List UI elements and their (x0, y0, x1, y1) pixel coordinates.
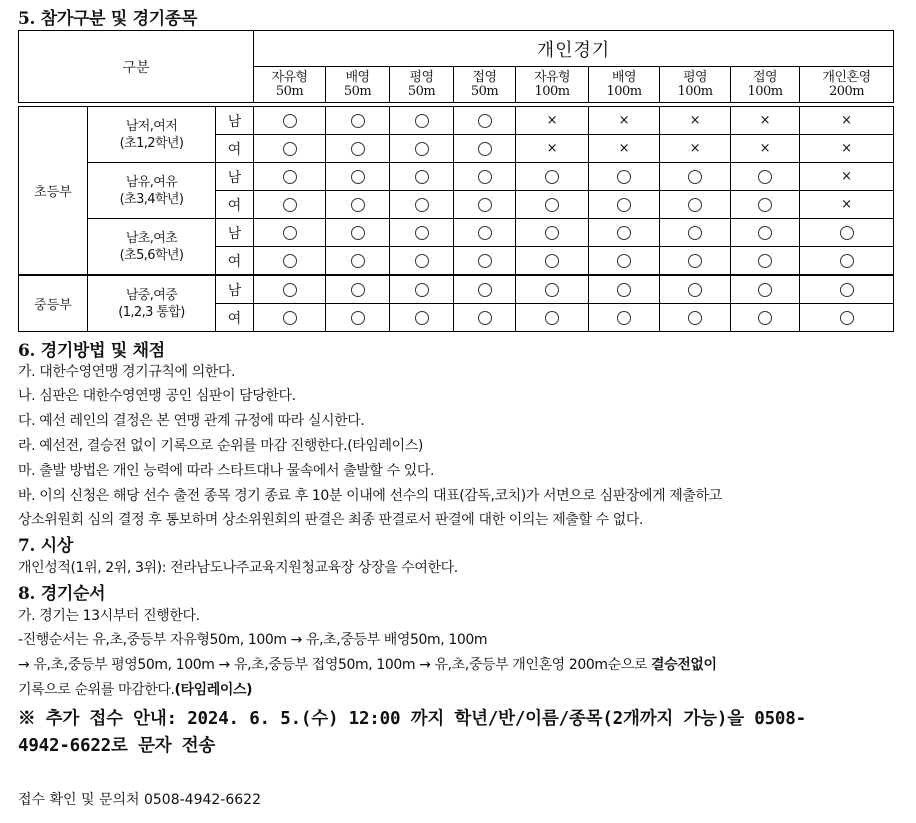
grade-label (88, 219, 216, 276)
circle-icon (688, 198, 702, 212)
event-name: 접영 (752, 69, 778, 85)
event-cell (731, 275, 800, 304)
event-cell (454, 304, 516, 332)
circle-icon (840, 311, 854, 325)
circle-icon (545, 254, 559, 268)
event-cell (254, 219, 326, 247)
event-cell (454, 247, 516, 276)
event-cell (731, 304, 800, 332)
event-cell (660, 304, 731, 332)
event-cell (390, 135, 454, 163)
event-distance: 100m (606, 83, 642, 99)
cross-icon: × (546, 113, 558, 128)
circle-icon (617, 311, 631, 325)
cross-icon: × (841, 141, 852, 156)
circle-icon (478, 254, 492, 268)
circle-icon (478, 283, 492, 297)
table-row (19, 107, 894, 135)
section8-heading: 8. 경기순서 (18, 584, 106, 604)
table-row (19, 275, 894, 304)
circle-icon (617, 254, 631, 268)
event-cell (731, 135, 800, 163)
grade-label-range: (초5,6학년) (119, 247, 184, 263)
circle-icon (840, 283, 854, 297)
cross-icon: × (689, 141, 701, 156)
grade-label-range: (초3,4학년) (119, 191, 184, 207)
circle-icon (758, 254, 772, 268)
section5-heading: 5. 참가구분 및 경기종목 (18, 9, 198, 29)
circle-icon (478, 142, 492, 156)
event-distance: 100m (747, 83, 783, 99)
circle-icon (478, 226, 492, 240)
circle-icon (351, 114, 365, 128)
circle-icon (283, 114, 297, 128)
event-cell (454, 191, 516, 219)
event-name: 평영 (409, 69, 434, 85)
event-cell (800, 247, 894, 276)
event-cell (589, 191, 660, 219)
event-name: 배영 (345, 69, 370, 85)
event-name: 개인혼영 (822, 69, 871, 85)
rule-item: 다. 예선 레인의 결정은 본 연맹 관계 규정에 따라 실시한다. (18, 413, 365, 429)
circle-icon (688, 170, 702, 184)
order-line-text: 기록으로 순위를 마감한다. (18, 682, 175, 698)
gender-cell: 남 (216, 107, 254, 135)
event-distance: 200m (828, 83, 865, 99)
event-cell (589, 275, 660, 304)
circle-icon (415, 311, 429, 325)
cross-icon: × (618, 113, 630, 128)
event-cell (326, 275, 390, 304)
grade-label-name: 남중,여중 (125, 287, 178, 303)
circle-icon (415, 114, 429, 128)
event-cell (454, 107, 516, 135)
event-cell (589, 247, 660, 276)
event-cell (516, 247, 589, 276)
event-cell (800, 135, 894, 163)
event-cell (390, 219, 454, 247)
circle-icon (545, 170, 559, 184)
circle-icon (688, 311, 702, 325)
gender-cell: 여 (216, 191, 254, 219)
event-cell (254, 275, 326, 304)
award-text: 개인성적(1위, 2위, 3위): 전라남도나주교육지원청교육장 상장을 수여한다. (18, 560, 458, 576)
circle-icon (758, 311, 772, 325)
individual-header: 개인경기 (254, 31, 894, 67)
circle-icon (351, 254, 365, 268)
circle-icon (478, 114, 492, 128)
circle-icon (351, 170, 365, 184)
event-cell (589, 163, 660, 191)
event-distance: 100m (534, 83, 570, 99)
order-line-emphasis: (타임레이스) (174, 682, 253, 698)
event-cell (800, 163, 894, 191)
event-cell (660, 247, 731, 276)
cross-icon: × (546, 141, 558, 156)
event-cell (516, 135, 589, 163)
circle-icon (840, 226, 854, 240)
event-cell (589, 219, 660, 247)
event-cell (454, 163, 516, 191)
gender-cell: 여 (216, 304, 254, 332)
circle-icon (478, 198, 492, 212)
cross-icon: × (689, 113, 701, 128)
circle-icon (617, 198, 631, 212)
circle-icon (758, 283, 772, 297)
event-cell (390, 247, 454, 276)
event-cell (589, 304, 660, 332)
event-distance: 50m (275, 83, 304, 99)
grade-label (88, 163, 216, 219)
event-header (516, 67, 589, 103)
circle-icon (688, 226, 702, 240)
circle-icon (283, 283, 297, 297)
event-cell (660, 163, 731, 191)
event-header (731, 67, 800, 103)
event-cell (390, 275, 454, 304)
circle-icon (283, 311, 297, 325)
event-cell (326, 163, 390, 191)
event-cell (326, 247, 390, 276)
order-line-text: → 유,초,중등부 평영50m, 100m → 유,초,중등부 접영50m, 100m → 유,초,중등부 개인혼영 200m순으로 (18, 657, 652, 673)
event-name: 접영 (472, 69, 497, 85)
category-header: 구분 (19, 31, 254, 103)
order-line: -진행순서는 유,초,중등부 자유형50m, 100m → 유,초,중등부 배영50m, 100m (18, 632, 488, 648)
gender-cell: 남 (216, 219, 254, 247)
cross-icon: × (841, 197, 852, 212)
circle-icon (617, 283, 631, 297)
event-cell (660, 275, 731, 304)
circle-icon (840, 254, 854, 268)
circle-icon (478, 170, 492, 184)
cross-icon: × (841, 169, 852, 184)
circle-icon (688, 283, 702, 297)
circle-icon (617, 170, 631, 184)
event-name: 자유형 (533, 69, 571, 85)
event-cell (589, 107, 660, 135)
event-cell (516, 191, 589, 219)
event-cell (390, 304, 454, 332)
grade-label-name: 남유,여유 (125, 174, 178, 190)
circle-icon (415, 170, 429, 184)
section7-heading: 7. 시상 (18, 536, 74, 556)
circle-icon (283, 254, 297, 268)
rule-item: 가. 대한수영연맹 경기규칙에 의한다. (18, 364, 236, 380)
order-line (18, 679, 252, 699)
event-cell (390, 191, 454, 219)
rule-item: 상소위원회 심의 결정 후 통보하며 상소위원회의 판결은 최종 판결로서 판결에 대한 이의는 제출할 수 없다. (18, 512, 644, 528)
notice-line: 4942-6622로 문자 전송 (18, 736, 216, 756)
rule-item: 라. 예선전, 결승전 없이 기록으로 순위를 마감 진행한다.(타임레이스) (18, 438, 423, 454)
event-header (800, 67, 894, 103)
circle-icon (415, 283, 429, 297)
grade-label-name: 남초,여초 (125, 230, 178, 246)
circle-icon (415, 254, 429, 268)
event-header (326, 67, 390, 103)
event-header (589, 67, 660, 103)
event-cell (516, 219, 589, 247)
event-header (660, 67, 731, 103)
event-cell (800, 191, 894, 219)
circle-icon (415, 198, 429, 212)
event-cell (326, 107, 390, 135)
circle-icon (478, 311, 492, 325)
event-distance: 50m (343, 83, 372, 99)
grade-label (88, 107, 216, 163)
gender-cell: 남 (216, 275, 254, 304)
event-name: 자유형 (271, 69, 308, 85)
section6-heading: 6. 경기방법 및 채점 (18, 341, 165, 361)
circle-icon (617, 226, 631, 240)
cross-icon: × (759, 141, 771, 156)
rule-item: 나. 심판은 대한수영연맹 공인 심판이 담당한다. (18, 388, 296, 404)
event-cell (731, 163, 800, 191)
rule-item: 마. 출발 방법은 개인 능력에 따라 스타트대나 물속에서 출발할 수 있다. (18, 463, 435, 479)
order-line (18, 654, 717, 674)
cross-icon: × (759, 113, 771, 128)
contact-footer: 접수 확인 및 문의처 0508-4942-6622 (18, 792, 261, 808)
circle-icon (351, 226, 365, 240)
event-cell (731, 219, 800, 247)
gender-cell: 여 (216, 135, 254, 163)
event-cell (254, 191, 326, 219)
event-cell (800, 275, 894, 304)
cross-icon: × (618, 141, 630, 156)
circle-icon (758, 198, 772, 212)
circle-icon (545, 311, 559, 325)
event-cell (254, 135, 326, 163)
event-cell (660, 219, 731, 247)
circle-icon (545, 283, 559, 297)
gender-cell: 여 (216, 247, 254, 276)
circle-icon (351, 283, 365, 297)
circle-icon (758, 170, 772, 184)
event-cell (589, 135, 660, 163)
event-cell (516, 107, 589, 135)
event-cell (326, 135, 390, 163)
event-cell (326, 219, 390, 247)
rule-item: 바. 이의 신청은 해당 선수 출전 종목 경기 종료 후 10분 이내에 선수의 대표(감독,코치)가 서면으로 심판장에게 제출하고 (18, 488, 722, 504)
event-cell (516, 275, 589, 304)
event-cell (390, 107, 454, 135)
circle-icon (283, 142, 297, 156)
event-header (390, 67, 454, 103)
notice-line: ※ 추가 접수 안내: 2024. 6. 5.(수) 12:00 까지 학년/반/이름/종목(2개까지 가능)을 0508- (18, 709, 806, 729)
event-cell (660, 191, 731, 219)
circle-icon (283, 170, 297, 184)
grade-label-range: (1,2,3 통합) (118, 304, 185, 320)
order-line: 가. 경기는 13시부터 진행한다. (18, 608, 200, 624)
circle-icon (545, 226, 559, 240)
event-cell (326, 304, 390, 332)
event-name: 평영 (682, 69, 708, 85)
event-cell (800, 107, 894, 135)
event-cell (516, 163, 589, 191)
event-name: 배영 (611, 69, 637, 85)
event-cell (454, 219, 516, 247)
event-cell (254, 247, 326, 276)
circle-icon (758, 226, 772, 240)
event-cell (800, 304, 894, 332)
circle-icon (351, 311, 365, 325)
event-cell (390, 163, 454, 191)
grade-label (88, 275, 216, 332)
division-label: 초등부 (19, 107, 88, 276)
event-cell (660, 107, 731, 135)
event-cell (254, 107, 326, 135)
event-cell (326, 191, 390, 219)
grade-label-range: (초1,2학년) (119, 135, 184, 151)
event-cell (800, 219, 894, 247)
circle-icon (283, 198, 297, 212)
circle-icon (351, 142, 365, 156)
cross-icon: × (841, 113, 852, 128)
event-cell (516, 304, 589, 332)
event-cell (731, 247, 800, 276)
event-cell (454, 135, 516, 163)
event-cell (731, 191, 800, 219)
event-distance: 50m (470, 83, 499, 99)
grade-label-name: 남저,여저 (125, 118, 178, 134)
order-line-emphasis: 결승전없이 (651, 657, 717, 673)
circle-icon (415, 226, 429, 240)
event-cell (660, 135, 731, 163)
event-cell (254, 163, 326, 191)
event-cell (454, 275, 516, 304)
event-distance: 100m (677, 83, 713, 99)
circle-icon (283, 226, 297, 240)
event-cell (254, 304, 326, 332)
table-row (19, 219, 894, 247)
division-label: 중등부 (19, 275, 88, 332)
event-cell (731, 107, 800, 135)
gender-cell: 남 (216, 163, 254, 191)
event-distance: 50m (407, 83, 436, 99)
circle-icon (545, 198, 559, 212)
event-header (254, 67, 326, 103)
circle-icon (688, 254, 702, 268)
circle-icon (351, 198, 365, 212)
event-header (454, 67, 516, 103)
table-row (19, 163, 894, 191)
events-table (18, 30, 891, 332)
circle-icon (415, 142, 429, 156)
